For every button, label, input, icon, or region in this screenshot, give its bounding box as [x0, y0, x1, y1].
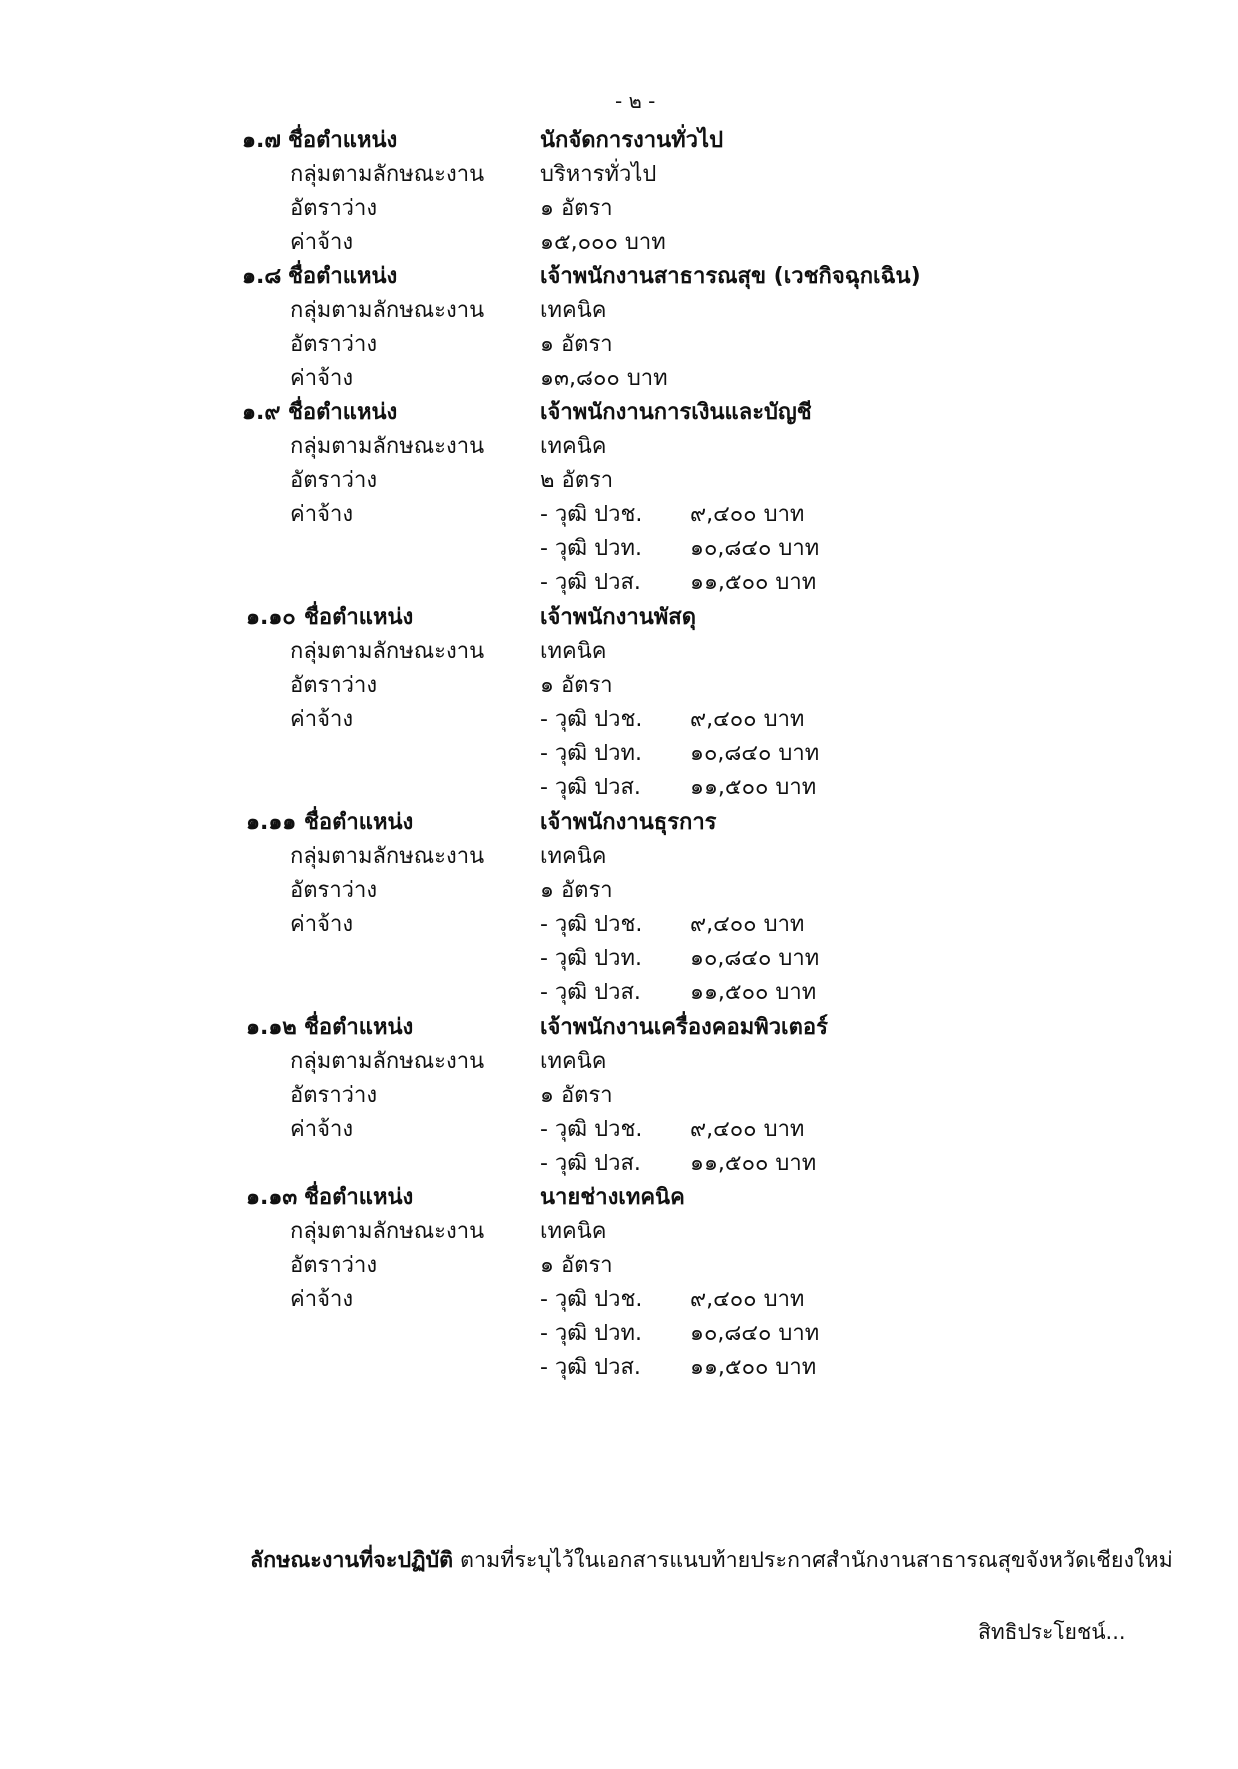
wage-amount: ๑๑,๕๐๐ บาท — [690, 1151, 817, 1176]
group-label: กลุ่มตามลักษณะงาน — [290, 298, 485, 323]
wage-qualification: - วุฒิ ปวช. — [540, 1117, 643, 1142]
wage-amount: ๙,๔๐๐ บาท — [690, 502, 805, 527]
wage-amount: ๑๑,๕๐๐ บาท — [690, 980, 817, 1005]
position-title: เจ้าพนักงานสาธารณสุข (เวชกิจฉุกเฉิน) — [540, 264, 921, 289]
continuation-text: สิทธิประโยชน์... — [978, 1620, 1126, 1644]
position-title: เจ้าพนักงานพัสดุ — [540, 605, 696, 630]
vacancy-label: อัตราว่าง — [290, 332, 378, 357]
wage-qualification: - วุฒิ ปวท. — [540, 946, 642, 971]
position-heading-label: ชื่อตำแหน่ง — [304, 1015, 414, 1040]
wage-qualification: - วุฒิ ปวส. — [540, 570, 641, 595]
position-title: เจ้าพนักงานธุรการ — [540, 810, 717, 835]
group-value: เทคนิค — [540, 639, 607, 664]
vacancy-label: อัตราว่าง — [290, 878, 378, 903]
wage-amount: ๑๑,๕๐๐ บาท — [690, 775, 817, 800]
position-heading-label: ชื่อตำแหน่ง — [304, 810, 414, 835]
wage-qualification: - วุฒิ ปวส. — [540, 775, 641, 800]
work-scope-text: ตามที่ระบุไว้ในเอกสารแนบท้ายประกาศสำนักงานสาธารณสุขจังหวัดเชียงใหม่ — [459, 1548, 1173, 1573]
wage-label: ค่าจ้าง — [290, 366, 354, 391]
position-number: ๑.๑๐ — [246, 605, 296, 630]
group-label: กลุ่มตามลักษณะงาน — [290, 1049, 485, 1074]
group-value: บริหารทั่วไป — [540, 162, 657, 187]
vacancy-label: อัตราว่าง — [290, 196, 378, 221]
vacancy-value: ๒ อัตรา — [540, 468, 614, 493]
wage-label: ค่าจ้าง — [290, 912, 354, 937]
wage-amount: ๑๑,๕๐๐ บาท — [690, 1355, 817, 1380]
group-value: เทคนิค — [540, 298, 607, 323]
wage-qualification: - วุฒิ ปวท. — [540, 741, 642, 766]
position-heading-label: ชื่อตำแหน่ง — [304, 605, 414, 630]
position-number: ๑.๑๒ — [246, 1015, 297, 1040]
page-number: - ๒ - — [615, 89, 656, 113]
group-label: กลุ่มตามลักษณะงาน — [290, 639, 485, 664]
wage-amount: ๙,๔๐๐ บาท — [690, 1117, 805, 1142]
group-label: กลุ่มตามลักษณะงาน — [290, 844, 485, 869]
vacancy-label: อัตราว่าง — [290, 673, 378, 698]
position-title: นักจัดการงานทั่วไป — [540, 128, 724, 153]
position-heading-label: ชื่อตำแหน่ง — [304, 1185, 414, 1210]
position-title: เจ้าพนักงานการเงินและบัญชี — [540, 400, 812, 425]
position-number: ๑.๘ — [242, 264, 282, 289]
position-title: เจ้าพนักงานเครื่องคอมพิวเตอร์ — [540, 1015, 828, 1040]
wage-label: ค่าจ้าง — [290, 1287, 354, 1312]
vacancy-value: ๑ อัตรา — [540, 1083, 613, 1108]
position-heading-label: ชื่อตำแหน่ง — [288, 400, 398, 425]
position-number: ๑.๗ — [242, 128, 281, 153]
wage-amount: ๑๐,๘๔๐ บาท — [690, 741, 820, 766]
wage-qualification: - วุฒิ ปวช. — [540, 1287, 643, 1312]
group-value: เทคนิค — [540, 1049, 607, 1074]
wage-qualification: - วุฒิ ปวส. — [540, 1355, 641, 1380]
wage-label: ค่าจ้าง — [290, 1117, 354, 1142]
wage-amount: ๙,๔๐๐ บาท — [690, 912, 805, 937]
wage-qualification: - วุฒิ ปวช. — [540, 707, 643, 732]
wage-amount: ๙,๔๐๐ บาท — [690, 1287, 805, 1312]
wage-qualification: - วุฒิ ปวส. — [540, 1151, 641, 1176]
wage-label: ค่าจ้าง — [290, 502, 354, 527]
wage-qualification: - วุฒิ ปวช. — [540, 502, 643, 527]
group-label: กลุ่มตามลักษณะงาน — [290, 434, 485, 459]
wage-amount: ๙,๔๐๐ บาท — [690, 707, 805, 732]
position-title: นายช่างเทคนิค — [540, 1185, 685, 1210]
group-value: เทคนิค — [540, 434, 607, 459]
wage-label: ค่าจ้าง — [290, 707, 354, 732]
wage-amount: ๑๐,๘๔๐ บาท — [690, 536, 820, 561]
vacancy-value: ๑ อัตรา — [540, 332, 613, 357]
vacancy-value: ๑ อัตรา — [540, 196, 613, 221]
group-label: กลุ่มตามลักษณะงาน — [290, 162, 485, 187]
wage-label: ค่าจ้าง — [290, 230, 354, 255]
position-heading-label: ชื่อตำแหน่ง — [288, 264, 398, 289]
vacancy-value: ๑ อัตรา — [540, 1253, 613, 1278]
vacancy-label: อัตราว่าง — [290, 1253, 378, 1278]
wage-value: ๑๕,๐๐๐ บาท — [540, 230, 666, 255]
work-scope-line — [250, 1546, 1173, 1576]
vacancy-label: อัตราว่าง — [290, 1083, 378, 1108]
vacancy-label: อัตราว่าง — [290, 468, 378, 493]
position-number: ๑.๑๓ — [246, 1185, 298, 1210]
position-number: ๑.๙ — [242, 400, 281, 425]
wage-amount: ๑๑,๕๐๐ บาท — [690, 570, 817, 595]
wage-qualification: - วุฒิ ปวช. — [540, 912, 643, 937]
position-number: ๑.๑๑ — [246, 810, 297, 835]
vacancy-value: ๑ อัตรา — [540, 673, 613, 698]
wage-qualification: - วุฒิ ปวท. — [540, 1321, 642, 1346]
wage-qualification: - วุฒิ ปวส. — [540, 980, 641, 1005]
wage-qualification: - วุฒิ ปวท. — [540, 536, 642, 561]
position-heading-label: ชื่อตำแหน่ง — [288, 128, 398, 153]
group-value: เทคนิค — [540, 844, 607, 869]
work-scope-label: ลักษณะงานที่จะปฏิบัติ — [250, 1548, 454, 1573]
wage-value: ๑๓,๘๐๐ บาท — [540, 366, 668, 391]
group-label: กลุ่มตามลักษณะงาน — [290, 1219, 485, 1244]
wage-amount: ๑๐,๘๔๐ บาท — [690, 1321, 820, 1346]
wage-amount: ๑๐,๘๔๐ บาท — [690, 946, 820, 971]
vacancy-value: ๑ อัตรา — [540, 878, 613, 903]
group-value: เทคนิค — [540, 1219, 607, 1244]
